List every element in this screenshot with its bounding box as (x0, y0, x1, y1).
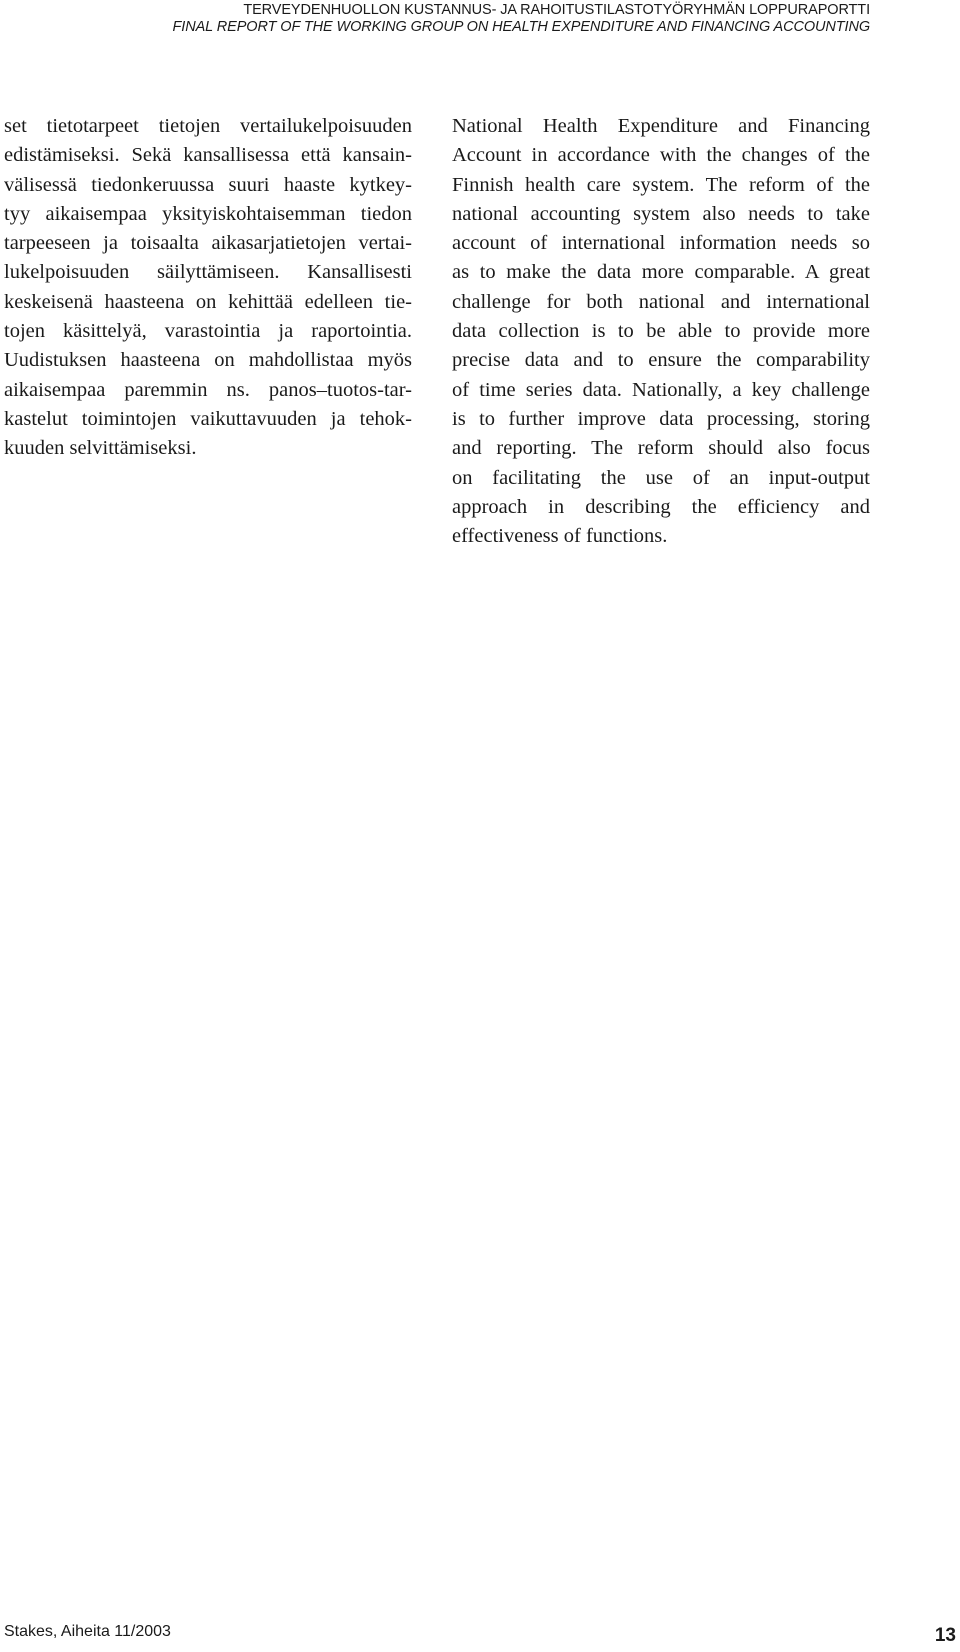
text-line: approach in describing the efficiency and (452, 495, 870, 518)
text-line: account of international information needs so (452, 232, 870, 255)
text-line: aikaisempaa paremmin ns. panos–tuotos-tar- (4, 378, 412, 401)
text-line: effectiveness of functions. (452, 525, 668, 548)
page-number: 13 (934, 1625, 956, 1646)
text-line: and reporting. The reform should also focus (452, 437, 870, 460)
text-line: data collection is to be able to provide more (452, 320, 870, 343)
text-line: challenge for both national and international (452, 290, 870, 313)
text-line: as to make the data more comparable. A great (452, 261, 870, 284)
text-line: tarpeeseen ja toisaalta aikasarjatietojen vertai- (4, 232, 412, 255)
text-line: Finnish health care system. The reform of the (452, 173, 870, 196)
text-line: Uudistuksen haasteena on mahdollistaa myös (4, 349, 412, 372)
text-line: set tietotarpeet tietojen vertailukelpoisuuden (4, 115, 412, 137)
header-english-title: FINAL REPORT OF THE WORKING GROUP ON HEALTH EXPENDITURE AND FINANCING ACCOUNTING (172, 19, 870, 35)
header-finnish-title: TERVEYDENHUOLLON KUSTANNUS- JA RAHOITUSTILASTOTYÖRYHMÄN LOPPURAPORTTI (243, 2, 870, 18)
text-line: precise data and to ensure the comparability (452, 349, 870, 372)
text-line: National Health Expenditure and Financing (452, 115, 870, 137)
text-line: is to further improve data processing, storing (452, 407, 870, 430)
text-line: tyy aikaisempaa yksityiskohtaisemman tiedon (4, 202, 412, 225)
text-line: lukelpoisuuden säilyttämiseen. Kansallisesti (4, 261, 412, 284)
text-line: välisessä tiedonkeruussa suuri haaste kytkey- (4, 173, 412, 196)
text-line: kastelut toimintojen vaikuttavuuden ja tehok- (4, 407, 412, 430)
running-header (70, 2, 870, 36)
footer-publication: Stakes, Aiheita 11/2003 (4, 1623, 171, 1640)
text-line: kuuden selvittämiseksi. (4, 437, 197, 460)
body-column-finnish (4, 112, 412, 464)
text-line: tojen käsittelyä, varastointia ja raportointia. (4, 320, 412, 343)
text-line: on facilitating the use of an input-output (452, 466, 870, 489)
body-column-english (452, 112, 870, 551)
text-line: keskeisenä haasteena on kehittää edelleen tie- (4, 290, 412, 313)
text-line: national accounting system also needs to take (452, 202, 870, 225)
text-line: of time series data. Nationally, a key challenge (452, 378, 870, 401)
text-line: Account in accordance with the changes of the (452, 144, 870, 167)
text-line: edistämiseksi. Sekä kansallisessa että kansain- (4, 144, 412, 167)
